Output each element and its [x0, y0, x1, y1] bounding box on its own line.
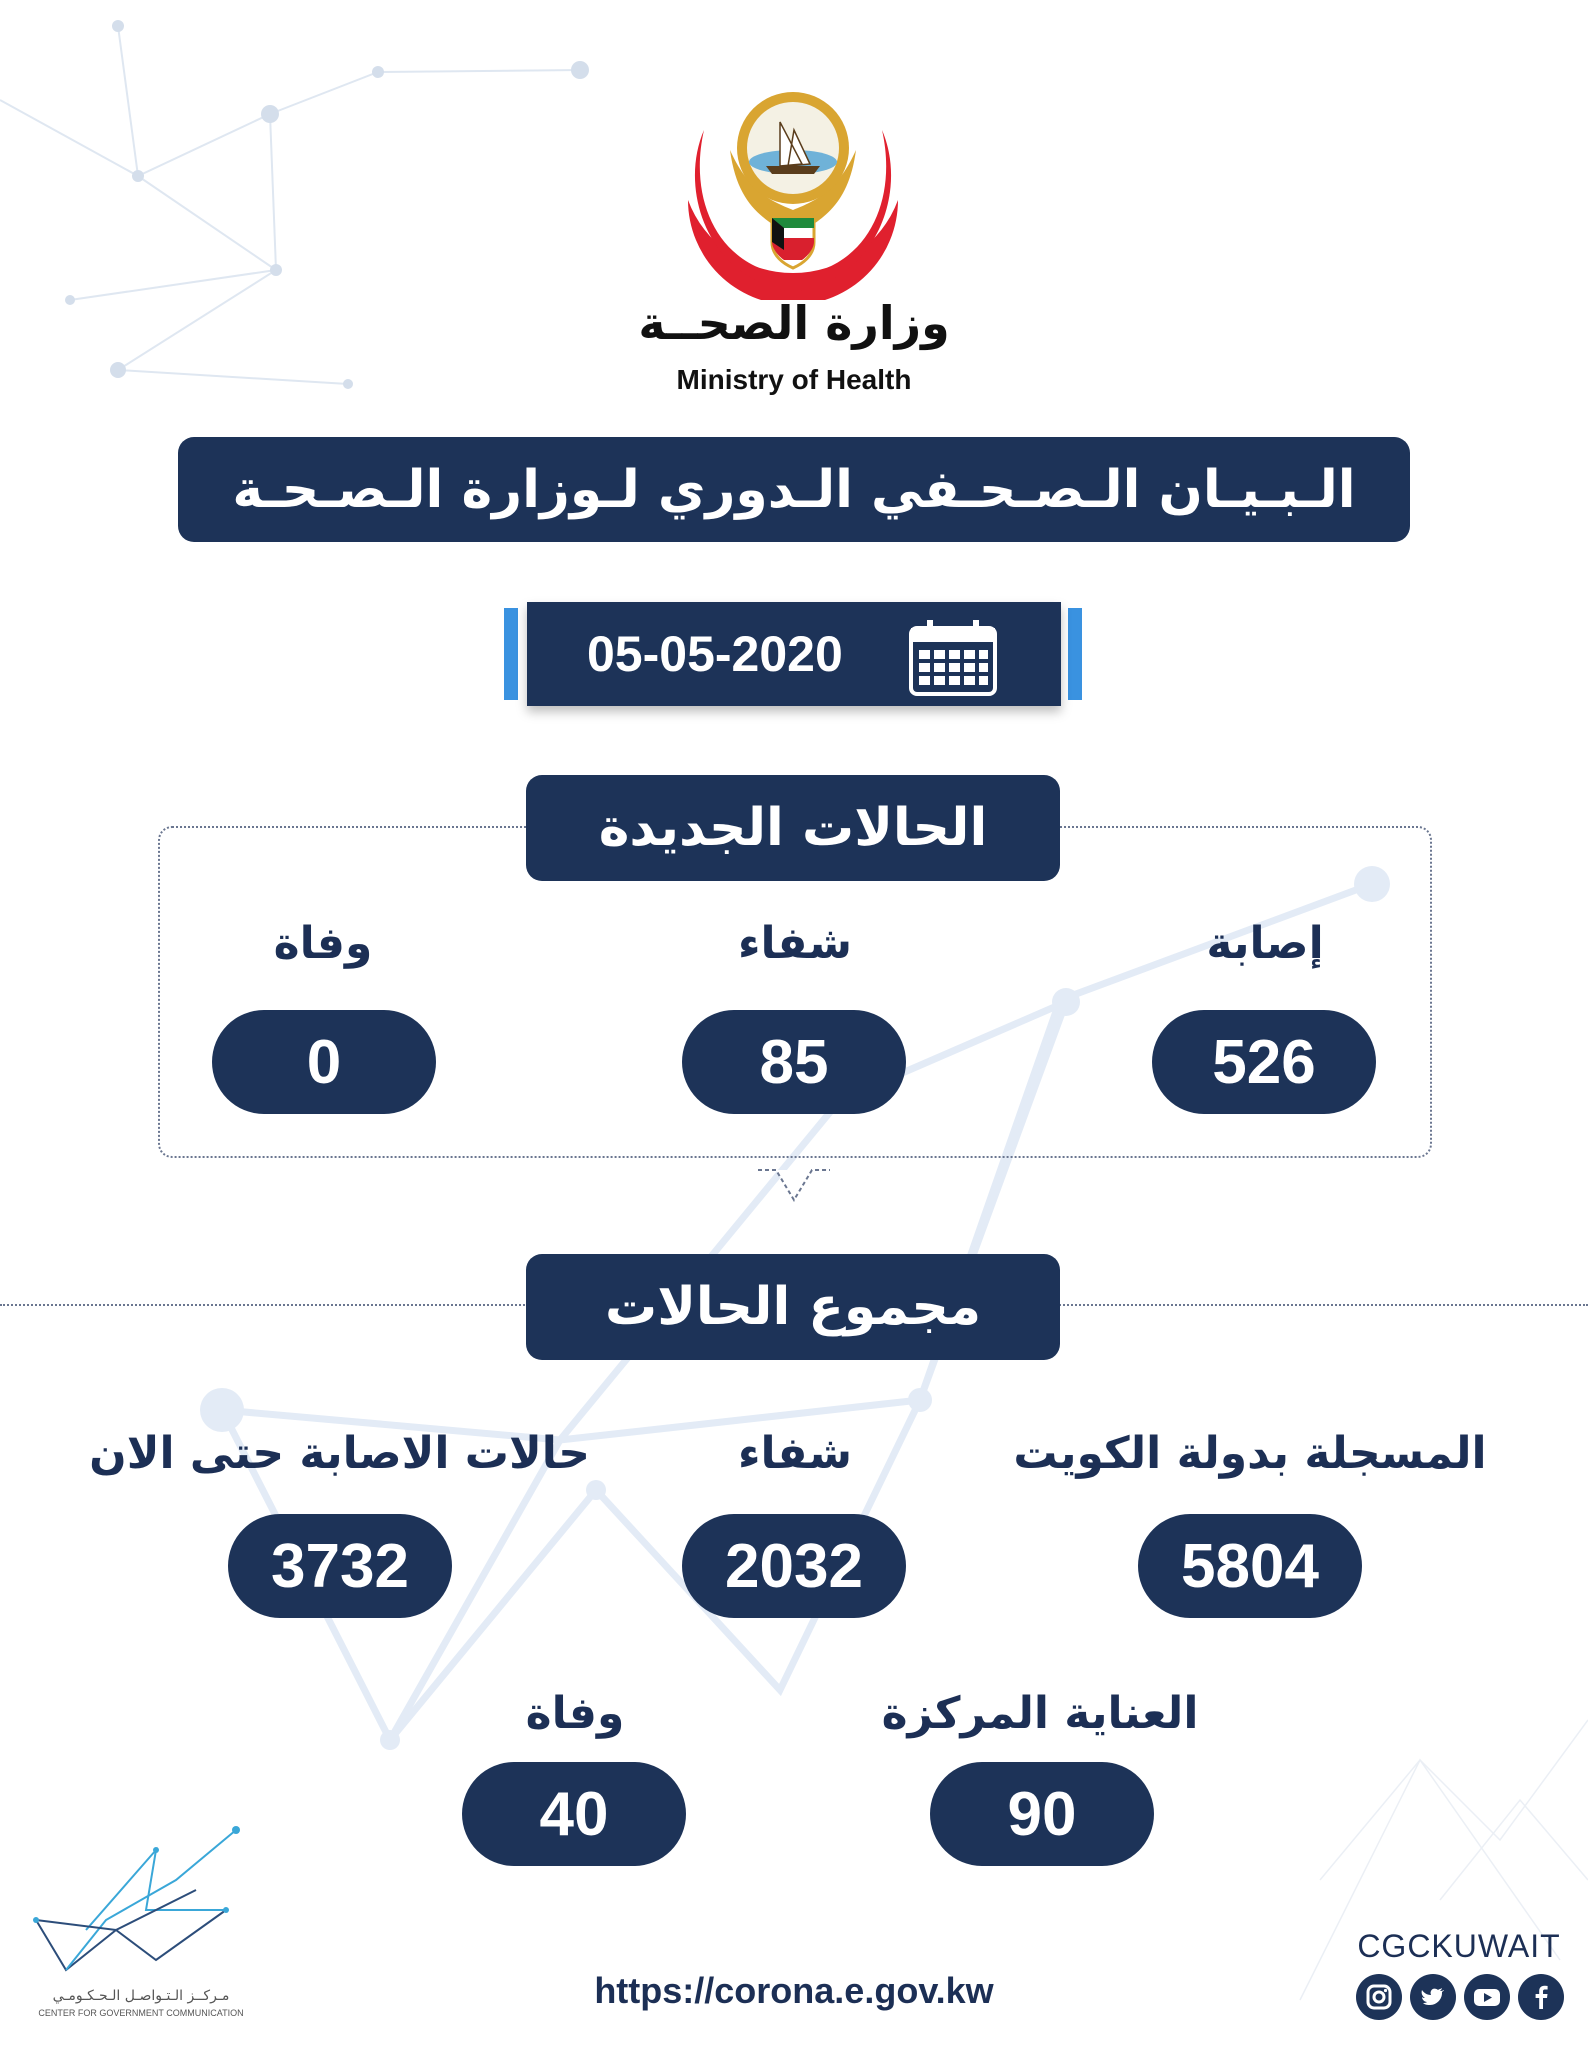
panel-pointer — [758, 1150, 830, 1206]
total-deaths-label: وفاة — [525, 1688, 625, 1739]
date-text: 05-05-2020 — [587, 626, 843, 682]
active-cases-value: 3732 — [228, 1514, 452, 1618]
ministry-name-arabic: وزارة الصحــة — [638, 296, 950, 350]
date-accent-right — [1068, 608, 1082, 700]
ministry-of-health-emblem — [668, 70, 918, 300]
cgc-caption-english: CENTER FOR GOVERNMENT COMMUNICATION — [38, 2008, 244, 2018]
new-deaths-label: وفاة — [273, 918, 373, 969]
youtube-icon[interactable] — [1464, 1974, 1510, 2020]
press-release-banner — [178, 437, 1410, 542]
new-recoveries-value: 85 — [682, 1010, 906, 1114]
icu-label: العناية المركزة — [881, 1688, 1199, 1739]
totals-title — [526, 1254, 1060, 1360]
calendar-icon — [909, 620, 997, 696]
social-handle: CGCKUWAIT — [1357, 1928, 1561, 1964]
social-icons — [1356, 1974, 1564, 2022]
total-deaths-value: 40 — [462, 1762, 686, 1866]
new-infections-label: إصابة — [1206, 918, 1324, 969]
corona-website-link[interactable]: https://corona.e.gov.kw — [594, 1970, 994, 2011]
total-recoveries-label: شفاء — [738, 1428, 852, 1479]
total-registered-label: المسجلة بدولة الكويت — [1013, 1428, 1487, 1479]
icu-value: 90 — [930, 1762, 1154, 1866]
date-box — [527, 602, 1061, 706]
facebook-icon[interactable] — [1518, 1974, 1564, 2020]
totals-title-text: مجموع الحالات — [604, 1277, 982, 1337]
new-cases-title-text: الحالات الجديدة — [598, 798, 988, 858]
banner-title: الـبـيـان الـصـحـفي الـدوري لـوزارة الـصـحـة — [232, 459, 1356, 520]
instagram-icon[interactable] — [1356, 1974, 1402, 2020]
ministry-name-english: Ministry of Health — [676, 364, 912, 395]
new-cases-title — [526, 775, 1060, 881]
new-recoveries-label: شفاء — [738, 918, 852, 969]
cgc-caption-arabic: مـركــز الـتـواصـل الـحـكـومـي — [52, 1988, 230, 2004]
date-accent-left — [504, 608, 518, 700]
new-infections-value: 526 — [1152, 1010, 1376, 1114]
active-cases-label: حالات الاصابة حتى الان — [89, 1428, 590, 1479]
total-recoveries-value: 2032 — [682, 1514, 906, 1618]
twitter-icon[interactable] — [1410, 1974, 1456, 2020]
new-deaths-value: 0 — [212, 1010, 436, 1114]
total-registered-value: 5804 — [1138, 1514, 1362, 1618]
